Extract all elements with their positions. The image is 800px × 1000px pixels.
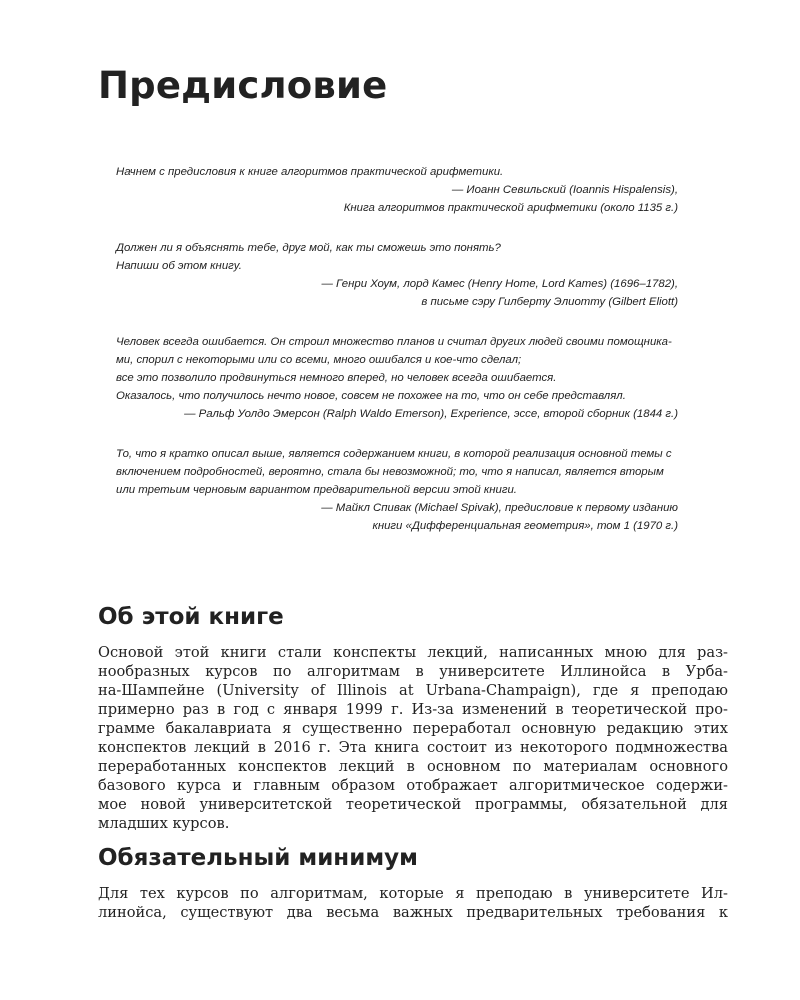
epigraph	[116, 333, 678, 423]
epigraphs	[116, 163, 678, 557]
epigraph	[116, 163, 678, 217]
body-line: младших курсов.	[98, 815, 230, 832]
epigraph-quote-line: Человек всегда ошибается. Он строил множество планов и считал других людей своими помощника-	[116, 336, 672, 348]
epigraph-quote-line: Начнем с предисловия к книге алгоритмов практической арифметики.	[116, 166, 504, 178]
page-title: Предисловие	[98, 64, 388, 107]
epigraph-quote-line: Должен ли я объяснять тебе, друг мой, как ты сможешь это понять?	[116, 242, 501, 254]
epigraph-quote-line: ми, спорил с некоторыми или со всеми, много ошибался и кое-что сделал;	[116, 354, 522, 366]
epigraph-attribution-line: книги «Дифференциальная геометрия», том 1 (1970 г.)	[372, 520, 678, 532]
body-line: мое новой университетской теоретической программы, обязательной для	[98, 796, 728, 813]
section-heading-about-book: Об этой книге	[98, 604, 284, 630]
body-line: конспектов лекций в 2016 г. Эта книга состоит из некоторого подмножества	[98, 739, 728, 756]
section-body-prerequisites	[98, 884, 728, 922]
section-heading-prerequisites: Обязательный минимум	[98, 845, 418, 871]
epigraph-quote-line: все это позволило продвинуться немного вперед, но человек всегда ошибается.	[116, 372, 557, 384]
epigraph-attribution-line: — Майкл Спивак (Michael Spivak), предисловие к первому изданию	[321, 502, 678, 514]
epigraph-attribution-line: — Иоанн Севильский (Ioannis Hispalensis),	[451, 184, 678, 196]
body-line: грамме бакалавриата я существенно переработал основную редакцию этих	[98, 720, 728, 737]
body-line: переработанных конспектов лекций в основном по материалам основного	[98, 758, 728, 775]
epigraph-quote-line: или третьим черновым вариантом предварительной версии этой книги.	[116, 484, 517, 496]
epigraph	[116, 445, 678, 535]
epigraph-quote-line: Оказалось, что получилось нечто новое, совсем не похожее на то, что он себе представлял.	[116, 390, 626, 402]
body-line: примерно раз в год с января 1999 г. Из-за изменений в теоретической про-	[98, 701, 728, 718]
body-line: базового курса и главным образом отображает алгоритмическое содержи-	[98, 777, 728, 794]
body-line: Основой этой книги стали конспекты лекций, написанных мною для раз-	[98, 644, 728, 661]
epigraph-quote-line: Напиши об этом книгу.	[116, 260, 242, 272]
body-line: Для тех курсов по алгоритмам, которые я преподаю в университете Ил-	[98, 885, 728, 902]
epigraph-attribution-line: — Ральф Уолдо Эмерсон (Ralph Waldo Emerson), Experience, эссе, второй сборник (1844 г.)	[184, 408, 678, 420]
epigraph-attribution-line: Книга алгоритмов практической арифметики (около 1135 г.)	[343, 202, 678, 214]
body-line: линойса, существуют два весьма важных предварительных требования к	[98, 904, 728, 921]
body-line: нообразных курсов по алгоритмам в университете Иллинойса в Урба-	[98, 663, 728, 680]
epigraph-attribution-line: — Генри Хоум, лорд Камес (Henry Home, Lord Kames) (1696–1782),	[321, 278, 678, 290]
epigraph-quote-line: То, что я кратко описал выше, является содержанием книги, в которой реализация основной темы с	[116, 448, 672, 460]
epigraph-attribution-line: в письме сэру Гилберту Элиотту (Gilbert Eliott)	[421, 296, 678, 308]
epigraph	[116, 239, 678, 311]
epigraph-quote-line: включением подробностей, вероятно, стала бы невозможной; то, что я написал, является вторым	[116, 466, 664, 478]
section-body-about-book	[98, 643, 728, 833]
body-line: на-Шампейне (University of Illinois at Urbana-Champaign), где я преподаю	[98, 682, 728, 699]
